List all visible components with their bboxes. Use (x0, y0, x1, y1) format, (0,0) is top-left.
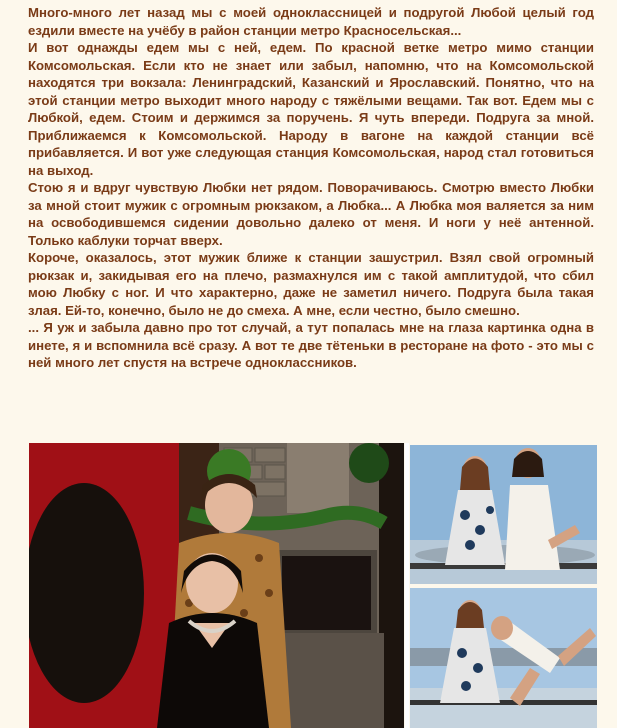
balcony-photo-top-illustration (410, 445, 597, 584)
balcony-photo-bottom-illustration (410, 588, 597, 728)
photo-divider (405, 443, 409, 728)
restaurant-photo (29, 443, 404, 728)
balcony-photo-bottom (410, 588, 597, 728)
story-paragraph: Короче, оказалось, этот мужик ближе к станции зашустрил. Взял свой огромный рюкзак и, закидывая его на плечо, размахнулся им с такой амплитудой, что сбил мою Любку с ног. И что характерно, даже не заметил ничего. Подруга была такая злая. Ей-то, конечно, было не до смеха. А мне, если честно, было смешно. (28, 250, 594, 318)
restaurant-photo-illustration (29, 443, 404, 728)
story-paragraph: И вот однажды едем мы с ней, едем. По красной ветке метро мимо станции Комсомольская. Если кто не знает или забыл, напомню, что на Комсомольской находятся три вокзала: Ленинградский, Казанский и Ярославский. Понятно, что на этой станции метро выходит много народу с тяжёлыми вещами. Так вот. Едем мы с Любкой, едем. Стоим и держимся за поручень. Я чуть впереди. Подруга за мной. Приближаемся к Комсомольской. Народу в вагоне на каждой станции всё прибавляется. И вот уже следующая станция Комсомольская, народ стал готовиться на выход. (28, 40, 594, 178)
balcony-photo-top (410, 445, 597, 584)
story-text (28, 4, 594, 372)
story-paragraph: Много-много лет назад мы с моей одноклассницей и подругой Любой целый год ездили вместе на учёбу в район станции метро Красносельская... (28, 5, 594, 38)
story-paragraph: ... Я уж и забыла давно про тот случай, а тут попалась мне на глаза картинка одна в инете, я и вспомнила всё сразу. А вот те две тётеньки в ресторане на фото - это мы с ней много лет спустя на встрече одноклассников. (28, 320, 594, 370)
story-paragraph: Стою я и вдруг чувствую Любки нет рядом. Поворачиваюсь. Смотрю вместо Любки за мной стоит мужик с огромным рюкзаком, а Любка... А Любка моя валяется за ним на освободившемся сидении довольно далеко от меня. И ноги у неё антенной. Только каблуки торчат вверх. (28, 180, 594, 248)
